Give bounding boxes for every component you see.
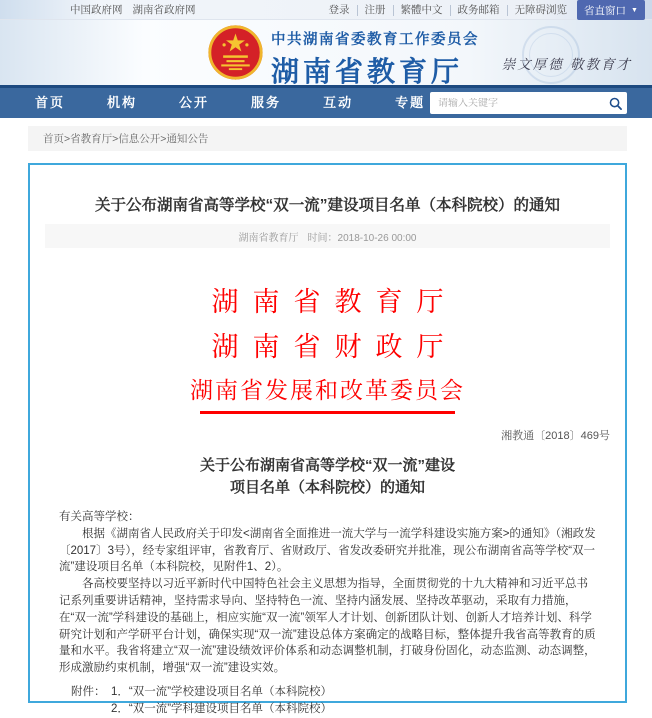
document-letterhead — [30, 282, 625, 414]
org-identity — [271, 28, 479, 90]
article-source: 湖南省教育厅 — [238, 232, 299, 244]
nav-item-interaction[interactable]: 互动 — [323, 95, 354, 110]
nav-item-services[interactable]: 服务 — [251, 95, 282, 110]
article-container — [28, 163, 627, 715]
search-input[interactable] — [430, 98, 603, 109]
attachment-link-1[interactable]: 1．“双一流”学校建设项目名单（本科院校） — [111, 685, 333, 698]
nav-item-disclosure[interactable]: 公开 — [179, 95, 210, 110]
nav-item-orgs[interactable]: 机构 — [107, 95, 138, 110]
letterhead-rule — [200, 411, 455, 414]
breadcrumb[interactable]: 首页>省教育厅>信息公开>通知公告 — [43, 133, 209, 145]
attachments-list — [59, 684, 598, 718]
document-number: 湘教通〔2018〕469号 — [501, 430, 610, 442]
notice-title-line-1: 关于公布湖南省高等学校“双一流”建设 — [199, 457, 455, 474]
page-title: 关于公布湖南省高等学校“双一流”建设项目名单（本科院校）的通知 — [94, 197, 560, 214]
article-time: 时间：2018-10-26 00:00 — [307, 232, 417, 244]
attachment-link-2[interactable]: 2．“双一流”学科建设项目名单（本科院校） — [111, 702, 333, 715]
top-utility-bar — [0, 0, 652, 20]
department-name: 湖南省教育厅 — [271, 56, 464, 87]
traditional-chinese-link[interactable]: 繁體中文 — [393, 5, 450, 16]
notice-body — [59, 509, 598, 718]
article-meta — [45, 224, 610, 248]
main-nav — [0, 88, 652, 118]
link-china-gov[interactable]: 中国政府网 — [70, 4, 123, 16]
attachments-label: 附件： — [71, 685, 106, 698]
search-box — [430, 92, 627, 114]
attachment-row — [71, 684, 598, 701]
letterhead-line-3: 湖南省发展和改革委员会 — [190, 377, 465, 403]
notice-title — [30, 455, 625, 499]
nav-item-topics[interactable]: 专题 — [395, 95, 426, 110]
notice-title-line-2: 项目名单（本科院校）的通知 — [229, 479, 425, 496]
gov-mailbox-link[interactable]: 政务邮箱 — [450, 5, 507, 16]
gov-site-links — [70, 2, 196, 17]
paragraph-1: 根据《湖南省人民政府关于印发<湖南省全面推进一流大学与一流学科建设实施方案>的通知》（湘政发〔2017〕3号），经专家组评审，省教育厅、省财政厅、省发改委研究并批准，现公布湖南省高等学校“双一流”建设项目名单（本科院校，见附件1、2）。 — [59, 527, 596, 574]
letterhead-line-1: 湖南省教育厅 — [211, 287, 458, 317]
attachment-row — [71, 701, 598, 718]
provincial-portal-dropdown[interactable]: 省直窗口 ▼ — [577, 0, 645, 20]
search-icon[interactable] — [603, 92, 627, 114]
register-link[interactable]: 注册 — [357, 5, 393, 16]
paragraph-2: 各高校要坚持以习近平新时代中国特色社会主义思想为指导，全面贯彻党的十九大精神和习近平总书记系列重要讲话精神，坚持需求导向、坚持特色一流、坚持内涵发展、坚持改革驱动，采取有力措施，在“双一流”学科建设的基础上，相应实施“双一流”领军人才计划、创新团队计划、创新人才培养计划、科学研究计划和产学研平台计划，确保实现“双一流”建设总体方案确定的战略目标，整体提升我省高等教育的质量和水平。我省将建立“双一流”建设绩效评价体系和动态调整机制，打破身份固化，动态监测、动态调整，形成激励约束机制，增强“双一流”建设实效。 — [59, 578, 596, 675]
chevron-down-icon: ▼ — [631, 6, 638, 14]
breadcrumb-bar — [28, 126, 627, 151]
committee-name: 中共湖南省委教育工作委员会 — [271, 32, 479, 48]
calligraphy-slogan: 崇文厚德 敬教育才 — [501, 57, 632, 73]
login-link[interactable]: 登录 — [328, 3, 350, 16]
site-header — [0, 20, 652, 85]
salutation: 有关高等学校： — [59, 511, 140, 523]
national-emblem-icon — [207, 24, 264, 81]
letterhead-line-2: 湖南省财政厅 — [211, 332, 458, 362]
link-hunan-gov[interactable]: 湖南省政府网 — [132, 4, 196, 16]
nav-item-home[interactable]: 首页 — [35, 95, 66, 110]
user-links — [322, 0, 575, 20]
accessibility-link[interactable]: 无障碍浏览 — [507, 5, 575, 16]
